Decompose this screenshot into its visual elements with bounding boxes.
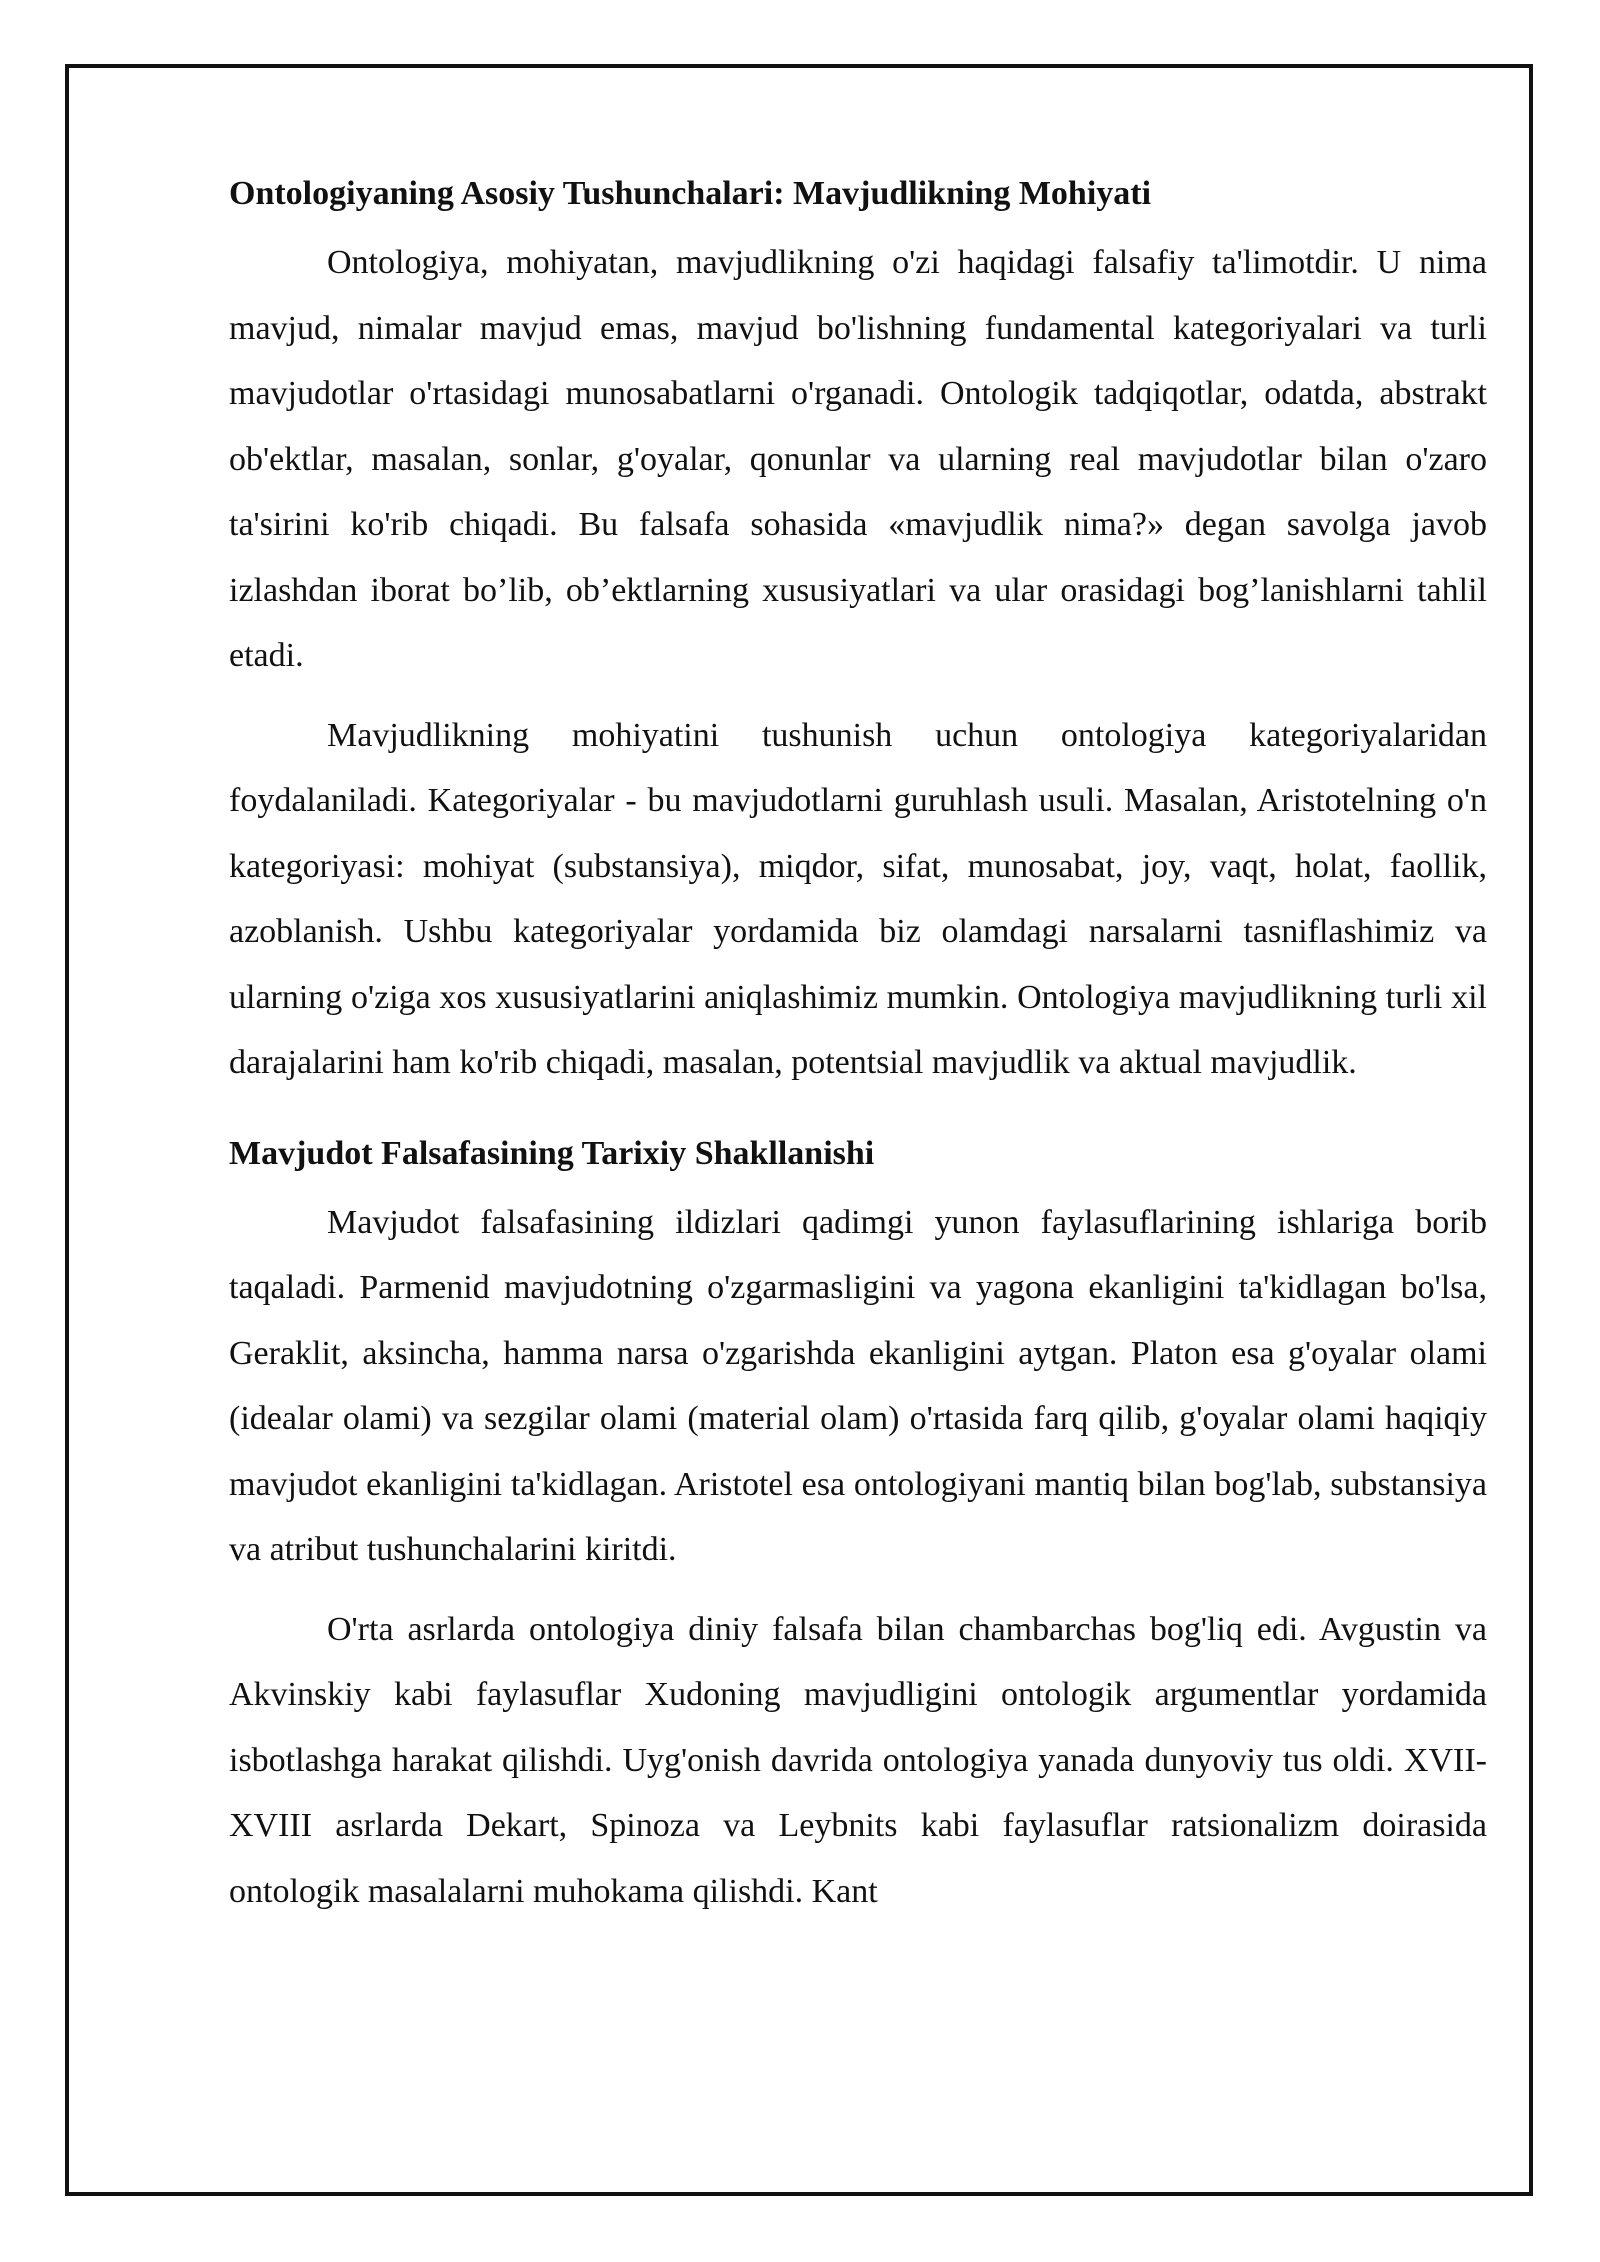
paragraph: Mavjudot falsafasining ildizlari qadimgi yunon faylasuflarining ishlariga borib taqaladi. Parmenid mavjudotning o'zgarmasligini va yagona ekanligini ta'kidlagan bo'lsa, Geraklit, aksincha, hamma narsa o'zgarishda ekanligini aytgan. Platon esa g'oyalar olami (idealar olami) va sezgilar olami (material olam) o'rtasida farq qilib, g'oyalar olami haqiqiy mavjudot ekanligini ta'kidlagan. Aristotel esa ontologiyani mantiq bilan bog'lab, substansiya va atribut tushunchalarini kiritdi. [229, 1203, 1487, 1568]
section-heading-ontology-concepts: Ontologiyaning Asosiy Tushunchalari: Mavjudlikning Mohiyati [229, 175, 1152, 212]
paragraph: O'rta asrlarda ontologiya diniy falsafa bilan chambarchas bog'liq edi. Avgustin va Akvinskiy kabi faylasuflar Xudoning mavjudligini ontologik argumentlar yordamida isbotlashga harakat qilishdi. Uyg'onish davrida ontologiya yanada dunyoviy tus oldi. XVII-XVIII asrlarda Dekart, Spinoza va Leybnits kabi faylasuflar ratsionalizm doirasida ontologik masalalarni muhokama qilishdi. Kant [229, 1610, 1487, 1910]
paragraph: Ontologiya, mohiyatan, mavjudlikning o'zi haqidagi falsafiy ta'limotdir. U nima mavjud, nimalar mavjud emas, mavjud bo'lishning fundamental kategoriyalari va turli mavjudotlar o'rtasidagi munosabatlarni o'rganadi. Ontologik tadqiqotlar, odatda, abstrakt ob'ektlar, masalan, sonlar, g'oyalar, qonunlar va ularning real mavjudotlar bilan o'zaro ta'sirini ko'rib chiqadi. Bu falsafa sohasida «mavjudlik nima?» degan savolga javob izlashdan iborat bo’lib, ob’ektlarning xususiyatlari va ular orasidagi bog’lanishlarni tahlil etadi. [229, 244, 1487, 674]
section-heading-historical-formation: Mavjudot Falsafasining Tarixiy Shakllanishi [229, 1134, 875, 1172]
document-body [229, 170, 1487, 1938]
paragraph: Mavjudlikning mohiyatini tushunish uchun ontologiya kategoriyalaridan foydalaniladi. Kategoriyalar - bu mavjudotlarni guruhlash usuli. Masalan, Aristotelning o'n kategoriyasi: mohiyat (substansiya), miqdor, sifat, munosabat, joy, vaqt, holat, faollik, azoblanish. Ushbu kategoriyalar yordamida biz olamdagi narsalarni tasniflashimiz va ularning o'ziga xos xususiyatlarini aniqlashimiz mumkin. Ontologiya mavjudlikning turli xil darajalarini ham ko'rib chiqadi, masalan, potentsial mavjudlik va aktual mavjudlik. [229, 716, 1487, 1081]
